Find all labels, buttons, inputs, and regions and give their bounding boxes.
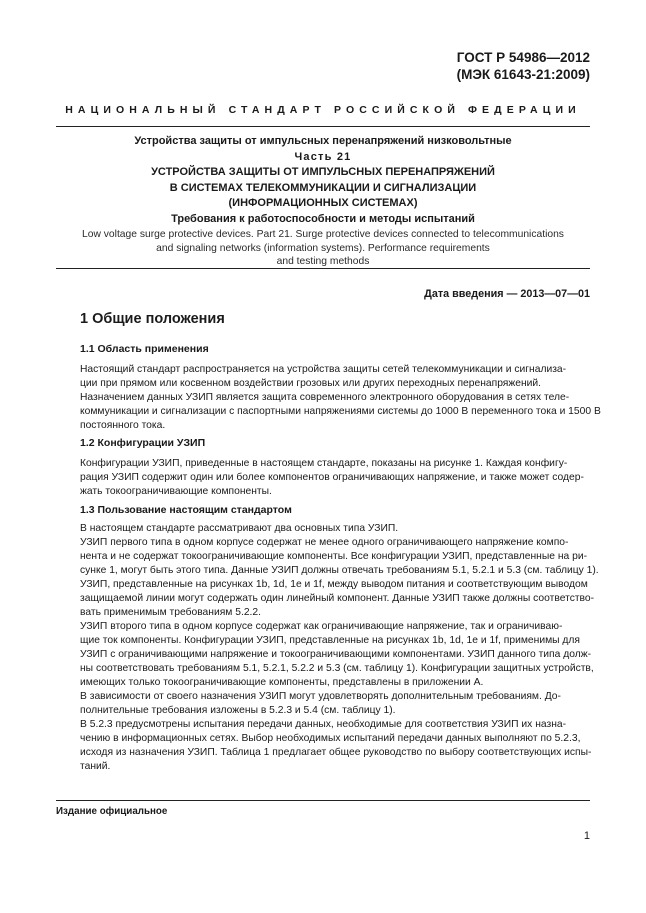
paragraph: УЗИП первого типа в одном корпусе содержат не менее одного ограничивающего напряжение компо- нента и не содержат токоограничивающие компоненты. Все конфигурации УЗИП, представленные на ри- сунке 1, могут быть этого типа. Данные УЗИП должны отвечать требованиям 5.1, 5.2.1 и 5.3 (см. таблицу 1). УЗИП, представленные на рисунках 1b, 1d, 1e и 1f, между выводом питания и соответствующим выводом защищаемой линии могут содержать один линейный компонент. Данные УЗИП также должны соответство- вать применимым требованиям 5.2.2. bbox=[80, 537, 599, 618]
paragraph: В 5.2.3 предусмотрены испытания передачи данных, необходимые для соответствия УЗИП их назна- чению в информационных сетях. Выбор необходимых испытаний передачи данных выполняют по 5.2.3, исходя из назначения УЗИП. Таблица 1 предлагает общее руководство по выбору соответствующих испы- таний. bbox=[80, 719, 592, 772]
title-line-1: Устройства защиты от импульсных перенапряжений низковольтные bbox=[134, 135, 512, 147]
footer-divider bbox=[56, 800, 590, 801]
iec-code: (МЭК 61643-21:2009) bbox=[456, 67, 590, 82]
page-number: 1 bbox=[583, 830, 590, 842]
paragraph: Назначением данных УЗИП является защита современного электронного оборудования в сетях теле- коммуникации и сигнализации с паспортными напряжениями системы до 1000 В переменного тока и 1500 В постоянного тока. bbox=[80, 392, 601, 431]
section-1-heading: 1 Общие положения bbox=[80, 311, 225, 327]
english-title-line-1: Low voltage surge protective devices. Part 21. Surge protective devices connected to telecommunications bbox=[82, 229, 564, 240]
introduction-date: Дата введения — 2013—07—01 bbox=[424, 288, 590, 300]
title-line-3: В СИСТЕМАХ ТЕЛЕКОММУНИКАЦИИ И СИГНАЛИЗАЦИИ bbox=[169, 181, 477, 194]
section-1-2-body bbox=[56, 457, 590, 499]
official-edition-label: Издание официальное bbox=[56, 806, 168, 817]
standard-code-block bbox=[457, 49, 590, 83]
section-1-3-heading: 1.3 Пользование настоящим стандартом bbox=[80, 504, 292, 516]
title-line-4: (ИНФОРМАЦИОННЫХ СИСТЕМАХ) bbox=[228, 197, 418, 210]
paragraph: В настоящем стандарте рассматривают два основных типа УЗИП. bbox=[80, 523, 399, 534]
title-part: Часть 21 bbox=[294, 150, 352, 163]
paragraph: УЗИП второго типа в одном корпусе содержат как ограничивающие напряжение, так и ограничиваю- щие ток компоненты. Конфигурации УЗИП, представленные на рисунках 1b, 1d, 1e и 1f, применимы для УЗИП с ограничивающими напряжение и токоограничивающими компонентами. УЗИП данного типа долж- ны соответствовать требованиям 5.1, 5.2.1, 5.2.2 и 5.3 (см. таблицу 1). Конфигурации защитных устройств, имеющих только токоограничивающие компоненты, представлены в приложении А. bbox=[80, 621, 594, 688]
title-block bbox=[56, 134, 590, 228]
top-divider bbox=[56, 126, 590, 127]
paragraph: В зависимости от своего назначения УЗИП могут удовлетворять дополнительным требованиям. До- полнительные требования изложены в 5.2.3 и 5.4 (см. таблицу 1). bbox=[80, 691, 561, 716]
national-standard-banner: НАЦИОНАЛЬНЫЙ СТАНДАРТ РОССИЙСКОЙ ФЕДЕРАЦИИ bbox=[65, 104, 581, 116]
gost-code: ГОСТ Р 54986—2012 bbox=[456, 50, 590, 65]
title-divider bbox=[56, 268, 590, 269]
english-title bbox=[56, 228, 590, 269]
english-title-line-2: and signaling networks (information systems). Performance requirements bbox=[156, 242, 490, 254]
section-1-2-heading: 1.2 Конфигурации УЗИП bbox=[80, 437, 206, 449]
title-line-2: УСТРОЙСТВА ЗАЩИТЫ ОТ ИМПУЛЬСНЫХ ПЕРЕНАПРЯЖЕНИЙ bbox=[151, 166, 495, 179]
english-title-line-3: and testing methods bbox=[276, 256, 370, 267]
paragraph: Конфигурации УЗИП, приведенные в настоящем стандарте, показаны на рисунке 1. Каждая конфигу- рация УЗИП содержит один или более компонентов ограничивающих напряжение, и также может содер- жать токоограничивающие компоненты. bbox=[80, 458, 584, 497]
section-1-1-body bbox=[56, 363, 601, 433]
section-1-1-heading: 1.1 Область применения bbox=[80, 343, 209, 355]
title-line-5: Требования к работоспособности и методы испытаний bbox=[171, 212, 475, 225]
section-1-3-body bbox=[56, 522, 599, 774]
paragraph: Настоящий стандарт распространяется на устройства защиты сетей телекоммуникации и сигнализа- ции при прямом или косвенном воздействии грозовых или других переходных перенапряжений. bbox=[80, 364, 567, 389]
